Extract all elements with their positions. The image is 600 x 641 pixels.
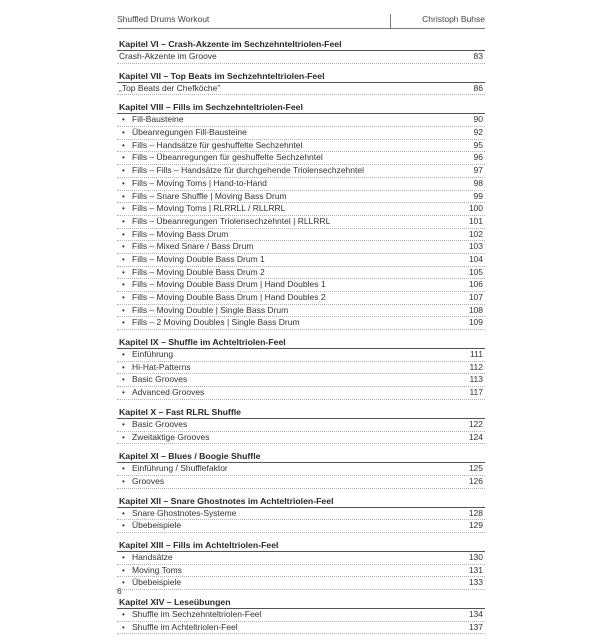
toc-entry-label: • Übebeispiele [119,577,181,589]
toc-entry-page: 131 [468,564,483,575]
toc-entry[interactable] [117,178,485,191]
toc-entry-label: • Zweitaktige Grooves [119,432,209,444]
toc-entry-page: 86 [473,82,483,93]
toc-entry[interactable] [117,622,485,635]
toc-entry[interactable] [117,317,485,330]
toc-entry-label: • Fills – Übeanregungen für geshuffelte Sechzehntel [119,152,323,164]
chapter-title[interactable]: Kapitel VIII – Fills im Sechzehnteltriolen-Feel [119,102,303,113]
toc-entry-label: • Snare Ghostnotes-Systeme [119,508,236,520]
toc-entry[interactable] [117,216,485,229]
toc-entry[interactable] [117,387,485,400]
toc-entry-page: 96 [473,152,483,163]
toc-entry[interactable] [117,462,485,476]
toc-entry-page: 107 [468,292,483,302]
toc-entry[interactable] [117,292,485,305]
toc-entry-label: Crash-Akzente im Groove [119,51,217,61]
toc-entry-label: • Grooves [119,476,164,488]
chapter-section [117,597,485,634]
toc-entry-page: 111 [470,349,483,360]
toc-entry[interactable] [117,507,485,521]
header-rule [117,28,485,29]
toc-entry[interactable] [117,50,485,64]
toc-entry-page: 125 [468,463,483,474]
toc-entry-label: • Fills – Übeanregungen Triolensechzehntel | RLLRRL [119,216,330,228]
toc-entry[interactable] [117,476,485,489]
toc-entry-label: „Top Beats der Chefköche" [119,82,221,93]
toc-entry-page: 129 [468,520,483,531]
chapter-section [117,102,485,330]
toc-entry-label: • Moving Toms [119,565,182,577]
toc-entry[interactable] [117,608,485,622]
toc-entry-page: 100 [468,203,483,214]
toc-entry[interactable] [117,418,485,432]
toc-entry-label: • Fills – Snare Shuffle | Moving Bass Drum [119,191,287,203]
chapter-section [117,540,485,590]
toc-entry-page: 105 [468,266,483,277]
toc-entry-label: • Shuffle im Sechzehnteltriolen-Feel [119,609,261,621]
toc-entry[interactable] [117,113,485,127]
toc-entry-label: • Einführung / Shufflefaktor [119,463,228,475]
toc-entry-label: • Handsätze [119,552,173,564]
toc-entry[interactable] [117,348,485,362]
toc-entry-page: 108 [468,304,483,315]
toc-entry-page: 113 [469,374,483,385]
chapter-section [117,337,485,400]
chapter-section [117,71,485,96]
chapter-section [117,451,485,488]
chapter-section [117,407,485,444]
toc-entry[interactable] [117,241,485,254]
toc-entry-page: 104 [468,253,483,264]
toc-entry-page: 97 [473,165,483,176]
toc-entry-label: • Fills – Moving Toms | Hand-to-Hand [119,178,267,190]
toc-entry-label: • Hi-Hat-Patterns [119,362,191,374]
chapter-title[interactable]: Kapitel XI – Blues / Boogie Shuffle [119,451,261,462]
toc-entry-page: 83 [473,51,483,61]
book-title: Shuffled Drums Workout [117,14,210,24]
chapter-title[interactable]: Kapitel XIII – Fills im Achteltriolen-Feel [119,539,279,550]
toc-entry-page: 137 [468,621,483,632]
toc-entry[interactable] [117,165,485,178]
toc-entry-label: • Advanced Grooves [119,387,204,399]
toc-entry-page: 109 [468,317,483,328]
toc-entry[interactable] [117,305,485,318]
toc-entry-page: 95 [473,139,483,150]
toc-entry[interactable] [117,565,485,578]
toc-entry-page: 133 [468,577,483,588]
toc-entry-label: • Übebeispiele [119,520,181,532]
toc-entry-page: 112 [469,361,483,372]
toc-entry-label: • Einführung [119,349,173,361]
toc-entry-page: 122 [468,418,483,429]
toc-entry[interactable] [117,520,485,533]
page-header [117,14,485,30]
toc-entry-label: • Basic Grooves [119,374,187,386]
toc-entry-page: 126 [468,475,483,486]
toc-entry[interactable] [117,82,485,96]
toc-entry-page: 103 [468,241,483,252]
header-divider [390,14,391,28]
toc-entry-label: • Fills – Handsätze für geshuffelte Sechzehntel [119,140,302,152]
toc-entry-label: • Fills – Moving Toms | RLRRLL / RLLRRL [119,203,285,215]
toc-entry[interactable] [117,127,485,140]
toc-entry[interactable] [117,152,485,165]
toc-entry-label: • Fills – Mixed Snare / Bass Drum [119,241,253,253]
toc-entry-label: • Fills – Moving Double | Single Bass Drum [119,305,288,317]
toc-entry-label: • Shuffle im Achteltriolen-Feel [119,622,238,634]
toc-entry-label: • Fills – Moving Double Bass Drum 1 [119,254,265,266]
toc-entry-page: 117 [469,387,483,398]
toc-entry[interactable] [117,229,485,242]
chapter-title[interactable]: Kapitel VI – Crash-Akzente im Sechzehnteltriolen-Feel [119,39,342,49]
toc-entry[interactable] [117,191,485,204]
toc-entry-page: 101 [468,215,483,226]
toc-entry-label: • Fills – Moving Bass Drum [119,229,228,241]
chapter-section [117,39,485,64]
chapter-title[interactable]: Kapitel XII – Snare Ghostnotes im Achteltriolen-Feel [119,495,334,506]
toc-entry-label: • Fills – Moving Double Bass Drum 2 [119,267,265,279]
toc-entry-page: 130 [468,551,483,562]
toc-entry-page: 128 [468,507,483,518]
toc-entry[interactable] [117,577,485,590]
toc-entry[interactable] [117,279,485,292]
toc-entry-page: 102 [468,228,483,239]
toc-entry[interactable] [117,203,485,216]
toc-entry-page: 90 [473,114,483,125]
toc-entry[interactable] [117,254,485,267]
page-number: 6 [117,586,122,596]
toc-entry[interactable] [117,374,485,387]
toc-entry[interactable] [117,551,485,565]
toc-entry-page: 106 [468,279,483,290]
toc-entry-page: 92 [473,127,483,138]
table-of-contents [117,39,485,641]
toc-entry-page: 98 [473,177,483,188]
toc-entry-label: • Fills – Fills – Handsätze für durchgehende Triolensechzehntel [119,165,364,177]
chapter-title[interactable]: Kapitel X – Fast RLRL Shuffle [119,406,241,417]
toc-entry[interactable] [117,140,485,153]
toc-entry-label: • Fills – Moving Double Bass Drum | Hand Doubles 1 [119,279,326,291]
author-name: Christoph Buhse [422,14,485,24]
toc-entry-page: 134 [468,609,483,619]
chapter-title[interactable]: Kapitel IX – Shuffle im Achteltriolen-Feel [119,337,286,348]
toc-entry-page: 99 [473,190,483,201]
toc-entry-label: • Fill-Bausteine [119,114,184,126]
toc-entry-label: • Fills – Moving Double Bass Drum | Hand Doubles 2 [119,292,326,304]
toc-entry-page: 124 [468,431,483,442]
toc-entry[interactable] [117,362,485,375]
toc-entry-label: • Fills – 2 Moving Doubles | Single Bass Drum [119,317,300,329]
toc-entry-label: • Basic Grooves [119,419,187,431]
chapter-title[interactable]: Kapitel XIV – Leseübungen [119,597,231,607]
toc-entry[interactable] [117,432,485,445]
chapter-title[interactable]: Kapitel VII – Top Beats im Sechzehnteltriolen-Feel [119,70,325,81]
toc-entry[interactable] [117,267,485,280]
chapter-section [117,496,485,533]
toc-entry-label: • Übeanregungen Fill-Bausteine [119,127,247,139]
